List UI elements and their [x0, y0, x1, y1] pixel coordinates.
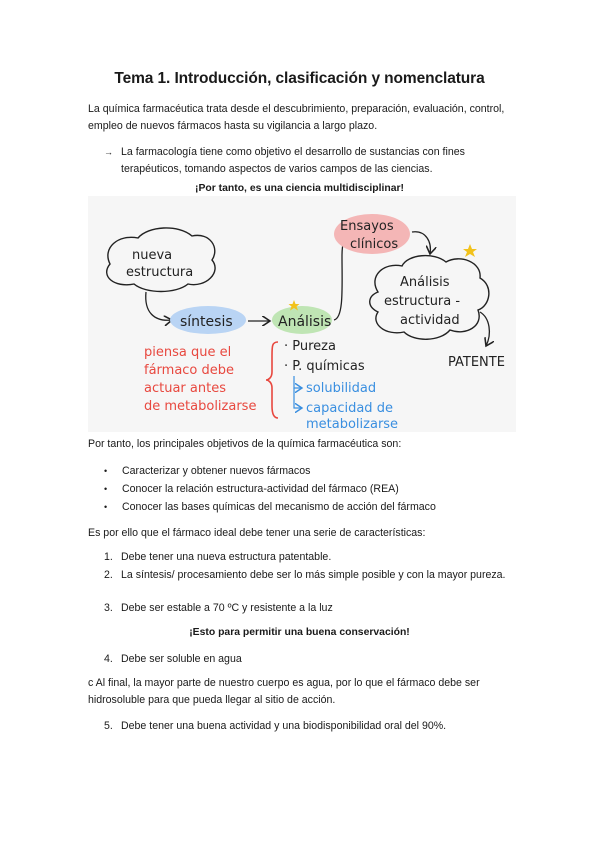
bullet-icon: •: [104, 466, 108, 476]
star-icon: [463, 244, 477, 257]
diagram-svg: [88, 196, 516, 432]
concept-diagram: [88, 196, 516, 432]
pureza-label: · Pureza: [284, 339, 336, 354]
metabolizarse-label: metabolizarse: [306, 417, 399, 432]
red-note-line1: piensa que el: [144, 345, 232, 360]
analisis-label: Análisis: [278, 314, 332, 330]
blue-arrow-capacidad: [294, 388, 302, 408]
item-number: 4.: [104, 653, 113, 665]
item-number: 2.: [104, 569, 113, 581]
item-number: 5.: [104, 720, 113, 732]
objectives-intro: Por tanto, los principales objetivos de la química farmacéutica son:: [88, 438, 402, 450]
item-text: Debe ser estable a 70 ºC y resistente a la luz: [121, 602, 333, 614]
red-note-line4: de metabolizarse: [144, 399, 257, 414]
arrow-relacion-patente: [480, 312, 489, 346]
patente-label: PATENTE: [448, 355, 505, 370]
arrow-bullet-icon: →: [104, 147, 113, 157]
estructura-label-2: estructura: [126, 265, 194, 280]
capacidad-label: capacidad de: [306, 401, 393, 416]
rel-estructura-label: estructura -: [384, 294, 461, 309]
intro-paragraph: La química farmacéutica trata desde el descubrimiento, preparación, evaluación, control, empleo de nuevos fármacos hasta su vigilancia a largo plazo.: [88, 103, 505, 132]
bullet-icon: •: [104, 502, 108, 512]
pquimicas-label: · P. químicas: [284, 359, 365, 374]
item-text: Debe tener una buena actividad y una biodisponibilidad oral del 90%.: [121, 720, 447, 732]
sintesis-label: síntesis: [180, 314, 233, 330]
list-item: [104, 480, 524, 498]
objective-text: Conocer las bases químicas del mecanismo de acción del fármaco: [122, 501, 436, 513]
item-text: Debe ser soluble en agua: [121, 653, 242, 665]
list-item: [104, 498, 524, 516]
red-note-line2: fármaco debe: [144, 363, 235, 378]
multidisciplinar-highlight: ¡Por tanto, es una ciencia multidisciplinar!: [194, 183, 404, 194]
item-text: La síntesis/ procesamiento debe ser lo más simple posible y con la mayor pureza.: [121, 569, 506, 581]
page-title: Tema 1. Introducción, clasificación y nomenclatura: [114, 70, 485, 87]
item-text: Debe tener una nueva estructura patentable.: [121, 551, 332, 563]
bullet-icon: •: [104, 484, 108, 494]
final-note: c Al final, la mayor parte de nuestro cuerpo es agua, por lo que el fármaco debe ser hidrosoluble para que pueda llegar al sitio de acción.: [88, 677, 480, 706]
conservacion-highlight: ¡Esto para permitir una buena conservación!: [189, 627, 410, 638]
item-number: 3.: [104, 602, 113, 614]
red-brace: [266, 342, 278, 418]
list-item: [104, 462, 524, 480]
red-note-line3: actuar antes: [144, 381, 226, 396]
objectives-list: [104, 462, 524, 516]
rel-actividad-label: actividad: [400, 313, 460, 328]
ideal-intro: Es por ello que el fármaco ideal debe tener una serie de características:: [88, 527, 426, 539]
rel-analisis-label: Análisis: [400, 275, 450, 290]
ensayos-label: Ensayos: [340, 219, 394, 234]
arrow-to-sintesis: [146, 292, 172, 320]
arrow-ensayos-relacion: [412, 232, 430, 254]
objective-text: Caracterizar y obtener nuevos fármacos: [122, 465, 311, 477]
arrow-item-text: La farmacología tiene como objetivo el desarrollo de sustancias con fines terapéuticos, tomando aspectos de varios campos de las ciencias.: [121, 146, 465, 175]
solubilidad-label: solubilidad: [306, 381, 377, 396]
clinicos-label: clínicos: [350, 237, 399, 252]
nueva-label: nueva: [132, 248, 173, 263]
blue-arrow-solubilidad: [294, 376, 302, 388]
objective-text: Conocer la relación estructura-actividad del fármaco (REA): [122, 483, 399, 495]
item-number: 1.: [104, 551, 113, 563]
